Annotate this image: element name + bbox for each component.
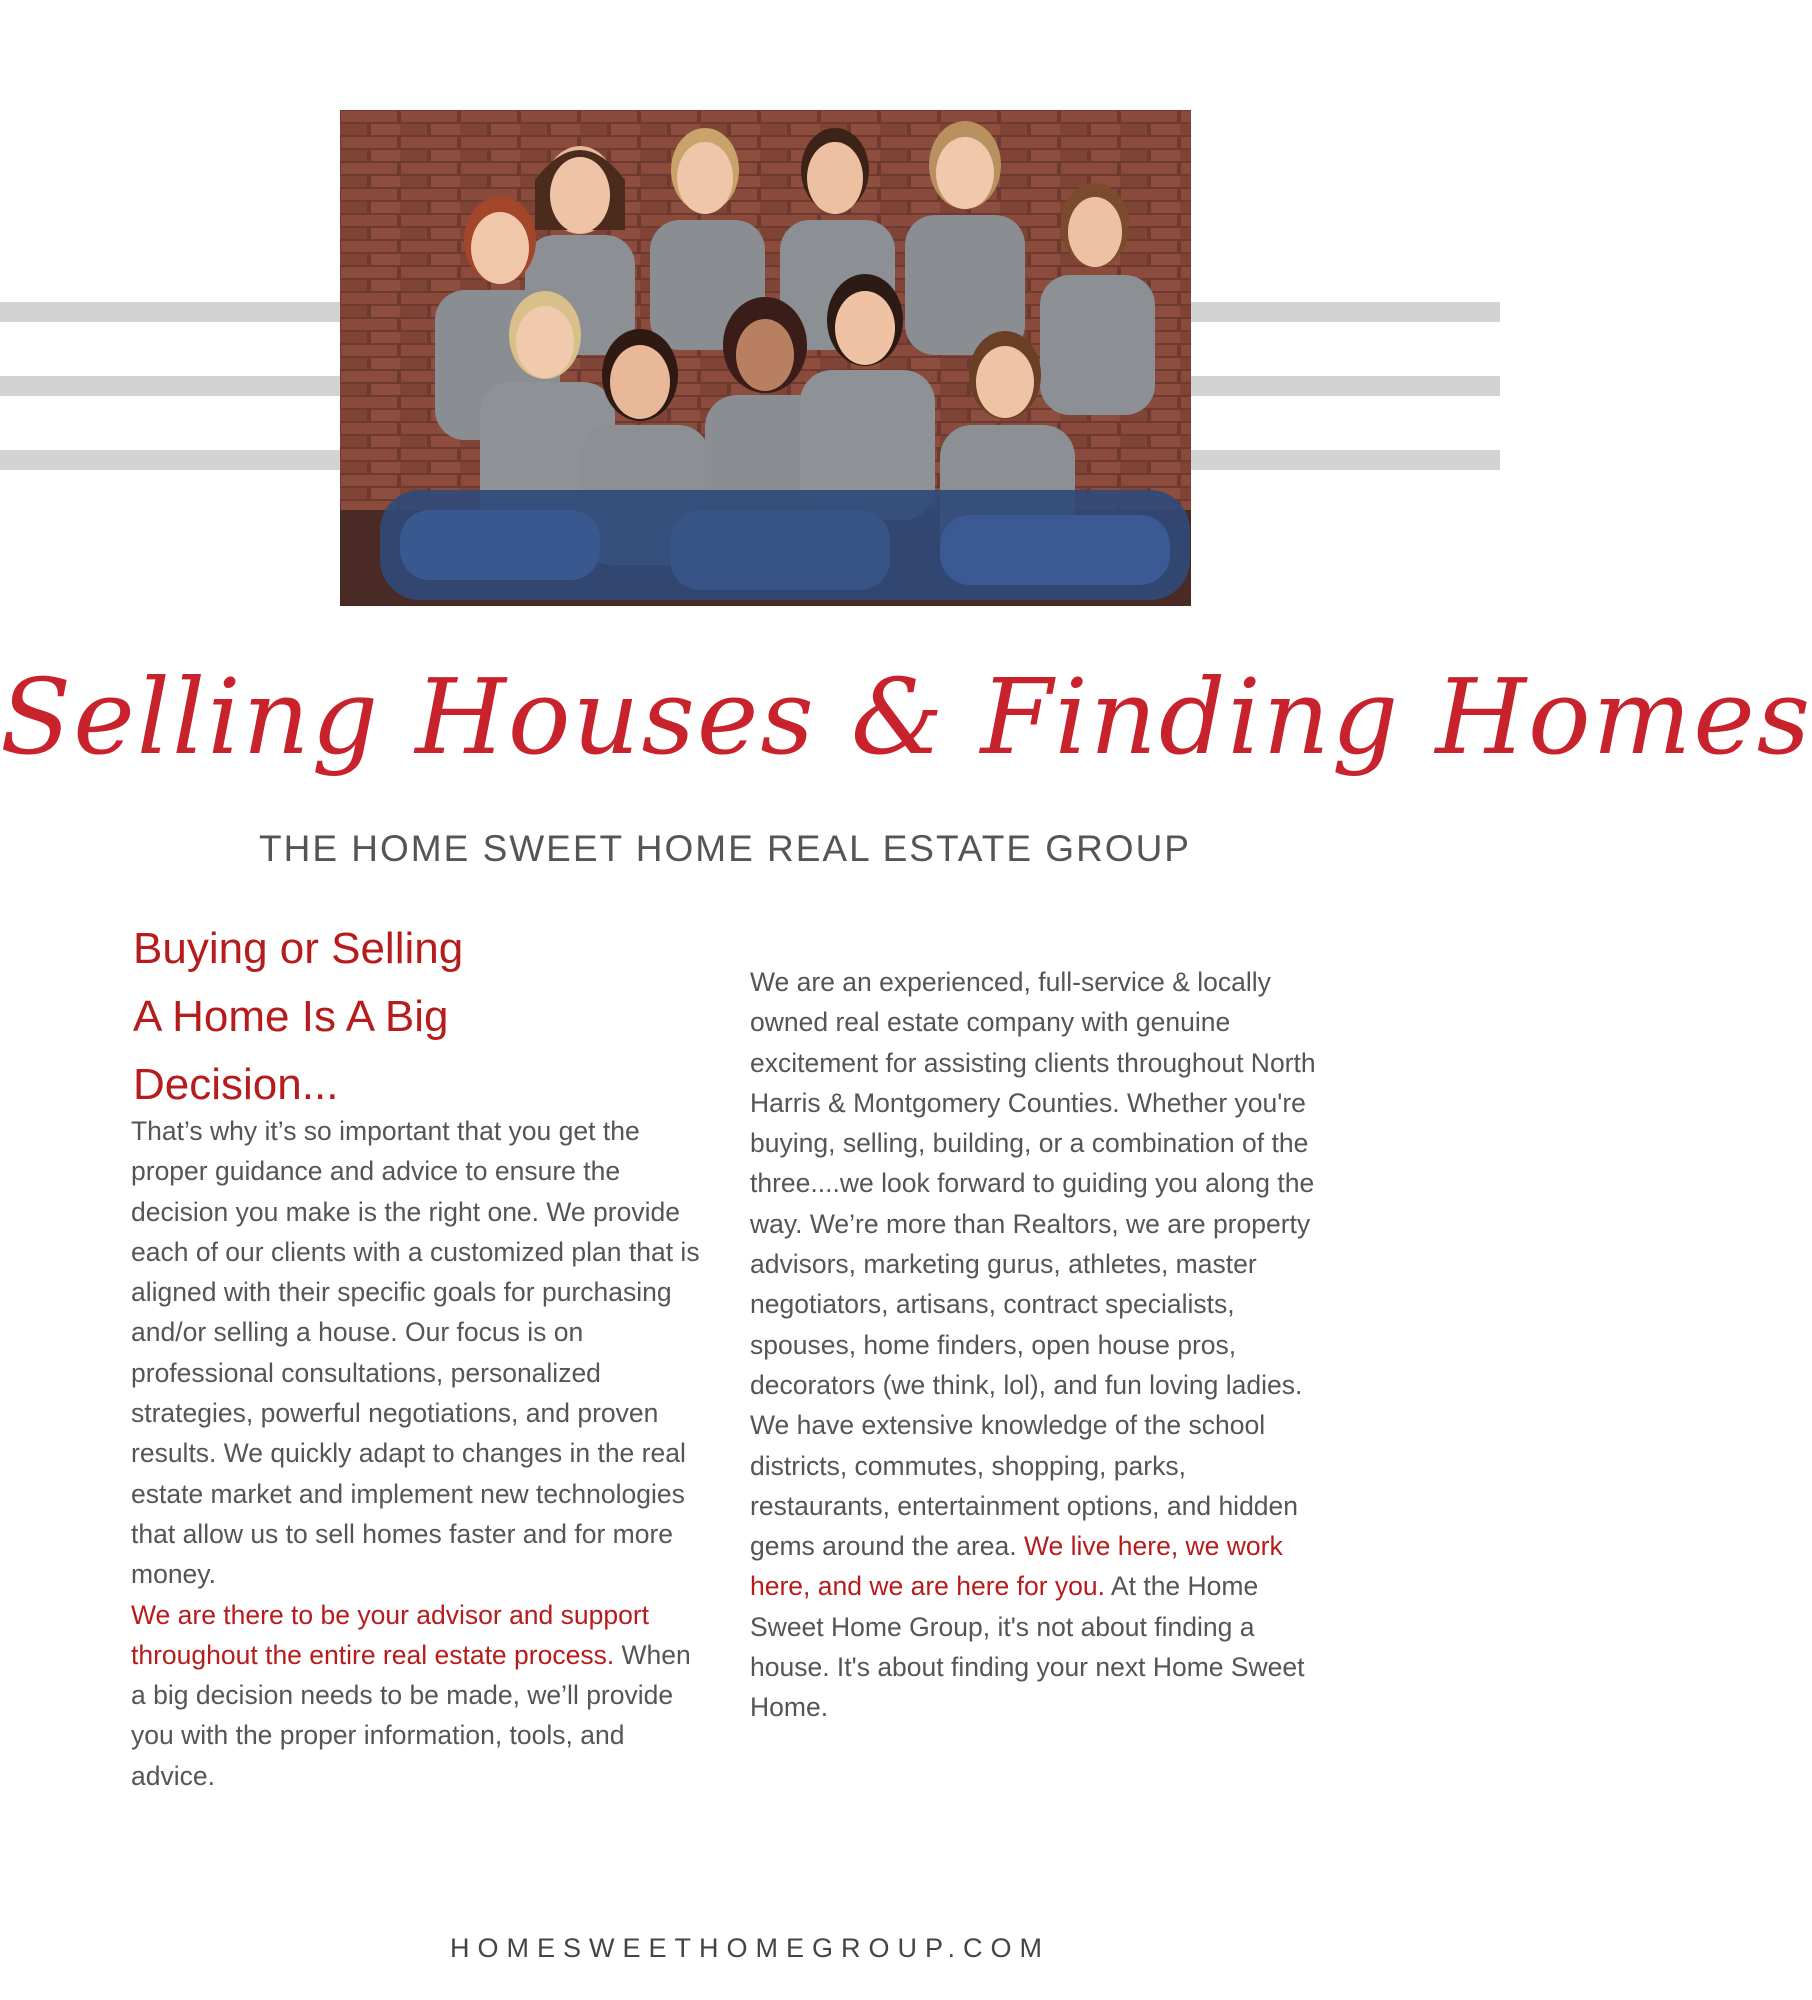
left-paragraph-1: That’s why it’s so important that you get the proper guidance and advice to ensure the decision you make is the right one. We provide each of our clients with a customized plan that is aligned with their specific goals for purchasing and/or selling a house. Our focus is on professional consultations, personalized strategies, powerful negotiations, and proven results. We quickly adapt to changes in the real estate market and implement new technologies that allow us to sell homes faster and for more money. bbox=[131, 1116, 700, 1590]
right-highlight: We live here, we work here, and we are here for you. bbox=[750, 1531, 1283, 1602]
right-paragraph-1: We are an experienced, full-service & locally owned real estate company with genuine excitement for assisting clients throughout North Harris & Montgomery Counties. Whether you're buying, selling, building, or a combination of the three....we look forward to guiding you along the way. We’re more than Realtors, we are property advisors, marketing gurus, athletes, master negotiators, artisans, contract specialists, spouses, home finders, open house pros, decorators (we think, lol), and fun loving ladies. We have extensive knowledge of the school districts, commutes, shopping, parks, restaurants, entertainment options, and hidden gems around the area. bbox=[750, 967, 1316, 1562]
left-highlight: We are there to be your advisor and support throughout the entire real estate process. bbox=[131, 1599, 650, 1670]
section-heading bbox=[133, 915, 593, 1119]
heading-line-3: Decision... bbox=[133, 1060, 339, 1109]
team-photo bbox=[340, 110, 1191, 606]
team-group-photo-icon bbox=[340, 110, 1191, 606]
right-column-text bbox=[750, 962, 1330, 1728]
heading-line-2: A Home Is A Big bbox=[133, 992, 449, 1041]
left-column-text bbox=[131, 1111, 711, 1796]
left-paragraph-2: When a big decision needs to be made, we’ll provide you with the proper information, tools, and advice. bbox=[131, 1639, 691, 1791]
page-title: Selling Houses & Finding Homes bbox=[0, 656, 1812, 778]
right-paragraph-2: At the Home Sweet Home Group, it's not about finding a house. It's about finding your next Home Sweet Home. bbox=[750, 1571, 1305, 1723]
website-footer[interactable]: HOMESWEETHOMEGROUP.COM bbox=[449, 1933, 1051, 1963]
page-subtitle: THE HOME SWEET HOME REAL ESTATE GROUP bbox=[259, 828, 1191, 869]
heading-line-1: Buying or Selling bbox=[133, 924, 464, 973]
